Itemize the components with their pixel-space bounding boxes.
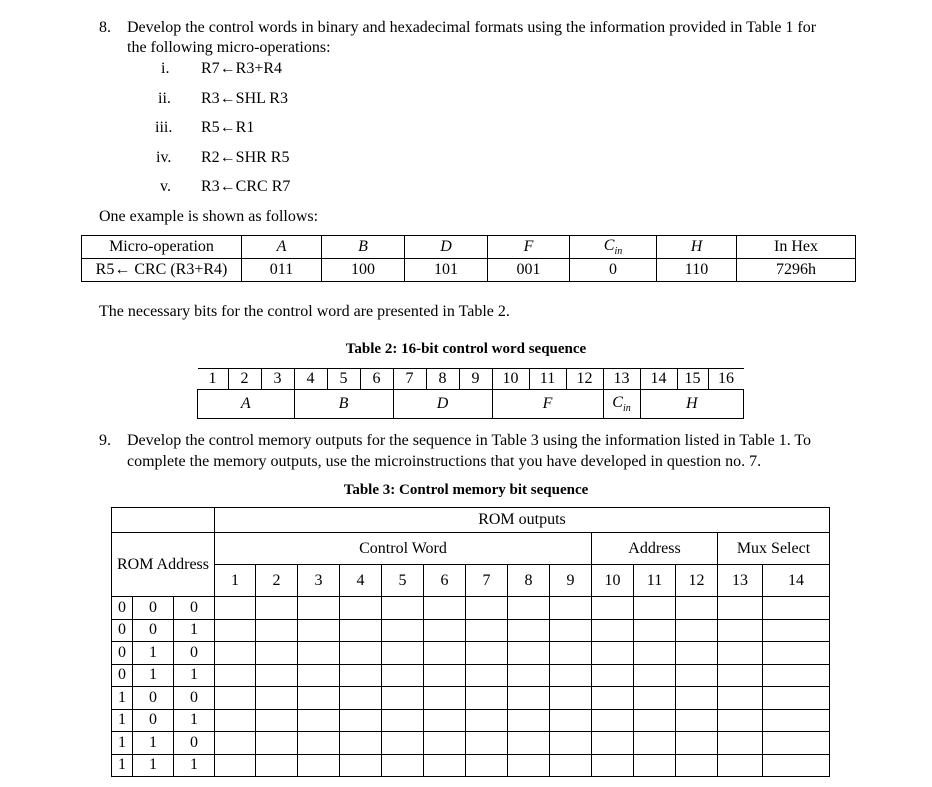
output-cell[interactable] [592, 664, 634, 687]
column-number: 1 [215, 565, 256, 597]
roman-numeral: iv. [156, 149, 172, 166]
output-cell[interactable] [718, 597, 763, 620]
output-cell[interactable] [382, 754, 424, 777]
output-cell[interactable] [634, 754, 676, 777]
header-cell: In Hex [737, 236, 856, 259]
output-cell[interactable] [676, 642, 718, 665]
column-number: 14 [763, 565, 830, 597]
output-cell[interactable] [466, 664, 508, 687]
column-number: 4 [340, 565, 382, 597]
header-cell: F [488, 236, 570, 259]
output-cell[interactable] [298, 619, 340, 642]
table-cell: R5← CRC (R3+R4) [82, 259, 242, 282]
microop: R3←CRC R7 [201, 178, 291, 195]
output-cell[interactable] [718, 709, 763, 732]
output-cell[interactable] [718, 619, 763, 642]
output-cell[interactable] [592, 754, 634, 777]
output-cell[interactable] [763, 709, 830, 732]
field-cell: D [393, 390, 492, 419]
bit-cell: 10 [492, 369, 529, 390]
output-cell[interactable] [592, 732, 634, 755]
output-cell[interactable] [676, 687, 718, 710]
header-cell: H [657, 236, 737, 259]
table3-caption: Table 3: Control memory bit sequence [343, 482, 589, 498]
output-cell[interactable] [256, 619, 298, 642]
column-number: 6 [424, 565, 466, 597]
output-cell[interactable] [340, 597, 382, 620]
microop: R2←SHR R5 [201, 149, 290, 166]
output-cell[interactable] [424, 664, 466, 687]
output-cell[interactable] [340, 709, 382, 732]
output-cell[interactable] [298, 664, 340, 687]
table-cell: 001 [488, 259, 570, 282]
output-cell[interactable] [592, 597, 634, 620]
output-cell[interactable] [718, 687, 763, 710]
output-cell[interactable] [340, 664, 382, 687]
output-cell[interactable] [466, 732, 508, 755]
output-cell[interactable] [215, 597, 256, 620]
table2-caption: Table 2: 16-bit control word sequence [345, 341, 587, 357]
address-bit: 0 [133, 709, 174, 732]
address-bit: 0 [174, 642, 215, 665]
output-cell[interactable] [634, 687, 676, 710]
output-cell[interactable] [592, 642, 634, 665]
bit-cell: 7 [393, 369, 426, 390]
address-bit: 1 [133, 642, 174, 665]
table-cell: 7296h [737, 259, 856, 282]
output-cell[interactable] [508, 664, 550, 687]
table-row [112, 732, 830, 755]
output-cell[interactable] [676, 732, 718, 755]
bit-cell: 2 [228, 369, 261, 390]
bit-cell: 12 [566, 369, 603, 390]
header-cell [570, 236, 657, 259]
q9-text-line1: Develop the control memory outputs for the sequence in Table 3 using the information listed in Table 1. To [127, 432, 812, 449]
output-cell[interactable] [550, 619, 592, 642]
output-cell[interactable] [298, 687, 340, 710]
output-cell[interactable] [508, 619, 550, 642]
output-cell[interactable] [763, 687, 830, 710]
address-bit: 0 [112, 597, 133, 620]
bit-cell: 11 [529, 369, 566, 390]
output-cell[interactable] [550, 687, 592, 710]
output-cell[interactable] [550, 732, 592, 755]
output-cell[interactable] [718, 642, 763, 665]
table-row [112, 754, 830, 777]
table2 [197, 368, 744, 419]
address-bit: 1 [174, 664, 215, 687]
roman-numeral: ii. [158, 90, 171, 107]
column-number: 9 [550, 565, 592, 597]
output-cell[interactable] [340, 732, 382, 755]
output-cell[interactable] [424, 709, 466, 732]
output-cell[interactable] [718, 664, 763, 687]
cin-subscript: in [622, 403, 631, 415]
output-cell[interactable] [424, 732, 466, 755]
column-number: 7 [466, 565, 508, 597]
output-cell[interactable] [634, 709, 676, 732]
mux-select-header: Mux Select [718, 533, 830, 565]
output-cell[interactable] [340, 687, 382, 710]
field-cell: F [492, 390, 603, 419]
output-cell[interactable] [676, 709, 718, 732]
address-rows [112, 597, 830, 777]
address-bit: 0 [133, 597, 174, 620]
address-bit: 1 [174, 619, 215, 642]
microop: R3←SHL R3 [201, 90, 288, 107]
output-cell[interactable] [424, 597, 466, 620]
header-cell: A [242, 236, 322, 259]
output-cell[interactable] [718, 732, 763, 755]
microop: R5←R1 [201, 119, 255, 136]
output-cell[interactable] [256, 732, 298, 755]
header-cell: B [322, 236, 405, 259]
roman-numeral: iii. [155, 119, 173, 136]
address-bit: 0 [174, 732, 215, 755]
roman-numeral: i. [161, 60, 170, 77]
output-cell[interactable] [382, 619, 424, 642]
example-table [81, 235, 856, 282]
output-cell[interactable] [634, 619, 676, 642]
output-cell[interactable] [763, 732, 830, 755]
bit-cell: 5 [327, 369, 360, 390]
column-number: 11 [634, 565, 676, 597]
output-cell[interactable] [215, 687, 256, 710]
output-cell[interactable] [508, 709, 550, 732]
output-cell[interactable] [763, 754, 830, 777]
output-cell[interactable] [508, 732, 550, 755]
field-cell: B [294, 390, 393, 419]
output-cell[interactable] [340, 642, 382, 665]
cin-subscript: in [614, 246, 623, 258]
bit-cell: 6 [360, 369, 393, 390]
output-cell[interactable] [298, 732, 340, 755]
output-cell[interactable] [215, 732, 256, 755]
field-cell: A [198, 390, 295, 419]
bit-cell: 16 [708, 369, 744, 390]
output-cell[interactable] [256, 709, 298, 732]
output-cell[interactable] [763, 597, 830, 620]
cin-label: C [603, 236, 615, 254]
output-cell[interactable] [676, 664, 718, 687]
output-cell[interactable] [382, 687, 424, 710]
output-cell[interactable] [550, 709, 592, 732]
bit-cell: 15 [677, 369, 708, 390]
q9-text-line2: complete the memory outputs, use the microinstructions that you have developed in question no. 7. [127, 453, 762, 470]
table-row [112, 619, 830, 642]
table-cell: 011 [242, 259, 322, 282]
output-cell[interactable] [382, 709, 424, 732]
output-cell[interactable] [215, 754, 256, 777]
table-row [112, 597, 830, 620]
output-cell[interactable] [634, 664, 676, 687]
output-cell[interactable] [340, 754, 382, 777]
necessary-bits-text: The necessary bits for the control word are presented in Table 2. [99, 303, 510, 320]
output-cell[interactable] [676, 597, 718, 620]
output-cell[interactable] [763, 642, 830, 665]
address-bit: 1 [174, 709, 215, 732]
output-cell[interactable] [298, 709, 340, 732]
address-bit: 0 [133, 619, 174, 642]
roman-numeral: v. [160, 178, 171, 195]
output-cell[interactable] [382, 642, 424, 665]
table-cell: 101 [405, 259, 488, 282]
microop: R7←R3+R4 [201, 60, 283, 77]
output-cell[interactable] [215, 642, 256, 665]
bit-cell: 9 [459, 369, 492, 390]
address-bit: 0 [174, 597, 215, 620]
table3 [111, 507, 830, 777]
output-cell[interactable] [508, 687, 550, 710]
address-bit: 0 [133, 687, 174, 710]
output-cell[interactable] [466, 709, 508, 732]
column-number: 10 [592, 565, 634, 597]
output-cell[interactable] [466, 619, 508, 642]
control-word-header: Control Word [215, 533, 592, 565]
example-intro: One example is shown as follows: [99, 208, 319, 225]
output-cell[interactable] [215, 664, 256, 687]
output-cell[interactable] [424, 687, 466, 710]
address-bit: 1 [133, 754, 174, 777]
address-header: Address [592, 533, 718, 565]
output-cell[interactable] [298, 642, 340, 665]
output-cell[interactable] [634, 732, 676, 755]
output-cell[interactable] [718, 754, 763, 777]
address-bit: 1 [112, 754, 133, 777]
output-cell[interactable] [215, 709, 256, 732]
bit-cell: 13 [603, 369, 640, 390]
rom-address-header: ROM Address [112, 533, 215, 597]
q8-text-line2: the following micro-operations: [127, 39, 331, 56]
output-cell[interactable] [382, 664, 424, 687]
field-cell [603, 390, 640, 419]
table-cell: 0 [570, 259, 657, 282]
bit-cell: 3 [261, 369, 294, 390]
column-number: 13 [718, 565, 763, 597]
table-row [112, 709, 830, 732]
q8-text-line1: Develop the control words in binary and hexadecimal formats using the information provided in Table 1 for [127, 19, 817, 36]
output-cell[interactable] [424, 619, 466, 642]
output-cell[interactable] [382, 732, 424, 755]
output-cell[interactable] [215, 619, 256, 642]
field-cell: H [640, 390, 744, 419]
table-row [112, 642, 830, 665]
table-cell: 110 [657, 259, 737, 282]
output-cell[interactable] [298, 597, 340, 620]
table-row [112, 687, 830, 710]
output-cell[interactable] [256, 687, 298, 710]
output-cell[interactable] [508, 597, 550, 620]
output-cell[interactable] [634, 597, 676, 620]
table-row [112, 664, 830, 687]
bit-cell: 8 [426, 369, 459, 390]
column-number: 5 [382, 565, 424, 597]
output-cell[interactable] [592, 687, 634, 710]
q8-number: 8. [99, 19, 111, 36]
output-cell[interactable] [466, 754, 508, 777]
address-bit: 1 [174, 754, 215, 777]
header-cell: D [405, 236, 488, 259]
address-bit: 0 [112, 664, 133, 687]
address-bit: 1 [112, 732, 133, 755]
column-number: 8 [508, 565, 550, 597]
bit-cell: 14 [640, 369, 677, 390]
address-bit: 1 [112, 687, 133, 710]
output-cell[interactable] [466, 642, 508, 665]
output-cell[interactable] [424, 754, 466, 777]
output-cell[interactable] [763, 619, 830, 642]
output-cell[interactable] [550, 664, 592, 687]
output-cell[interactable] [550, 754, 592, 777]
address-bit: 0 [112, 642, 133, 665]
output-cell[interactable] [592, 619, 634, 642]
corner-cell [112, 508, 215, 533]
table-cell: 100 [322, 259, 405, 282]
header-cell: Micro-operation [82, 236, 242, 259]
bit-cell: 4 [294, 369, 327, 390]
address-bit: 1 [133, 664, 174, 687]
output-cell[interactable] [592, 709, 634, 732]
rom-outputs-header: ROM outputs [215, 508, 830, 533]
output-cell[interactable] [256, 664, 298, 687]
output-cell[interactable] [676, 619, 718, 642]
output-cell[interactable] [676, 754, 718, 777]
cin-label: C [612, 393, 623, 411]
output-cell[interactable] [634, 642, 676, 665]
output-cell[interactable] [763, 664, 830, 687]
output-cell[interactable] [508, 642, 550, 665]
output-cell[interactable] [466, 597, 508, 620]
address-bit: 1 [133, 732, 174, 755]
output-cell[interactable] [340, 619, 382, 642]
output-cell[interactable] [550, 597, 592, 620]
output-cell[interactable] [508, 754, 550, 777]
column-number: 3 [298, 565, 340, 597]
output-cell[interactable] [298, 754, 340, 777]
bit-cell: 1 [198, 369, 229, 390]
address-bit: 0 [174, 687, 215, 710]
output-cell[interactable] [550, 642, 592, 665]
output-cell[interactable] [256, 754, 298, 777]
q9-number: 9. [99, 432, 111, 449]
column-number: 12 [676, 565, 718, 597]
address-bit: 1 [112, 709, 133, 732]
output-cell[interactable] [256, 597, 298, 620]
address-bit: 0 [112, 619, 133, 642]
output-cell[interactable] [424, 642, 466, 665]
output-cell[interactable] [382, 597, 424, 620]
output-cell[interactable] [466, 687, 508, 710]
output-cell[interactable] [256, 642, 298, 665]
column-number: 2 [256, 565, 298, 597]
